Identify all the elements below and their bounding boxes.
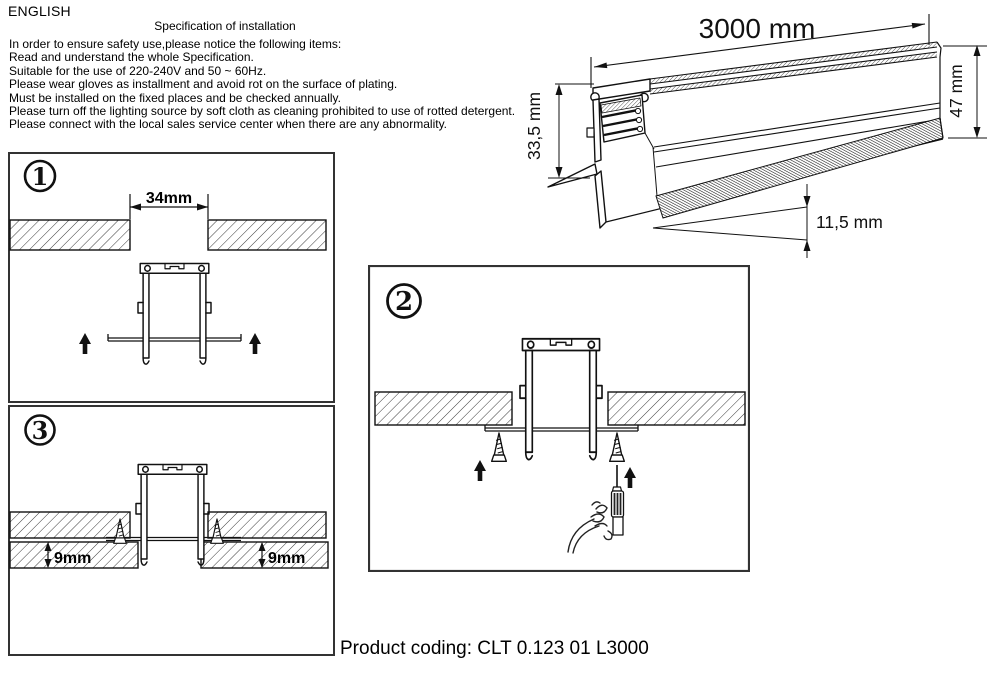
bottom-flange-hatch (656, 118, 943, 218)
product-coding: Product coding: CLT 0.123 01 L3000 (340, 638, 649, 659)
step2-number: 2 (394, 287, 414, 317)
trim-wing (548, 164, 597, 187)
ceiling-panel-left (375, 392, 512, 425)
step2-diagram (368, 265, 750, 572)
ceiling-panel-upper-left (10, 512, 130, 538)
step1-number: 1 (31, 162, 49, 191)
instruction-line: Must be installed on the fixed places and be checked annually. (9, 90, 341, 105)
instruction-line: Read and understand the whole Specification. (9, 50, 254, 65)
instruction-line: Please wear gloves as installment and avoid rot on the surface of plating. (9, 77, 398, 92)
instruction-line: Suitable for the use of 220-240V and 50 ~ 60Hz. (9, 63, 267, 78)
profile-body (606, 42, 943, 222)
spec-title: Specification of installation (154, 19, 296, 33)
slot-width-label: 34mm (145, 190, 193, 207)
bottom-lip (595, 171, 606, 228)
instructions-list (9, 37, 516, 132)
recess-height-label: 33,5 mm (524, 91, 544, 161)
plasterboard-lower-right (201, 542, 328, 568)
step3-diagram (8, 405, 335, 656)
iso-drawing (520, 0, 1000, 258)
ceiling-panel-left (10, 220, 130, 250)
trim-depth-label: 11,5 mm (816, 212, 883, 232)
length-dimension-label: 3000 mm (698, 13, 816, 44)
overall-height-label: 47 mm (946, 64, 966, 118)
instruction-line: In order to ensure safety use,please notice the following items: (9, 37, 342, 51)
language-label: ENGLISH (8, 3, 71, 19)
panel-left-label: 9mm (54, 550, 92, 567)
instruction-line: Please connect with the local sales service center when there are any abnormality. (9, 117, 448, 132)
step1-diagram (8, 152, 335, 403)
ceiling-panel-right (608, 392, 745, 425)
panel-right-label: 9mm (268, 550, 306, 567)
step3-number: 3 (31, 416, 49, 445)
ceiling-panel-upper-right (208, 512, 326, 538)
profile-cross-section (548, 79, 650, 228)
instruction-line: Please turn off the lighting source by soft cloth as cleaning prohibited to use of rotted detergent. (9, 104, 516, 119)
ceiling-panel-right (208, 220, 326, 250)
